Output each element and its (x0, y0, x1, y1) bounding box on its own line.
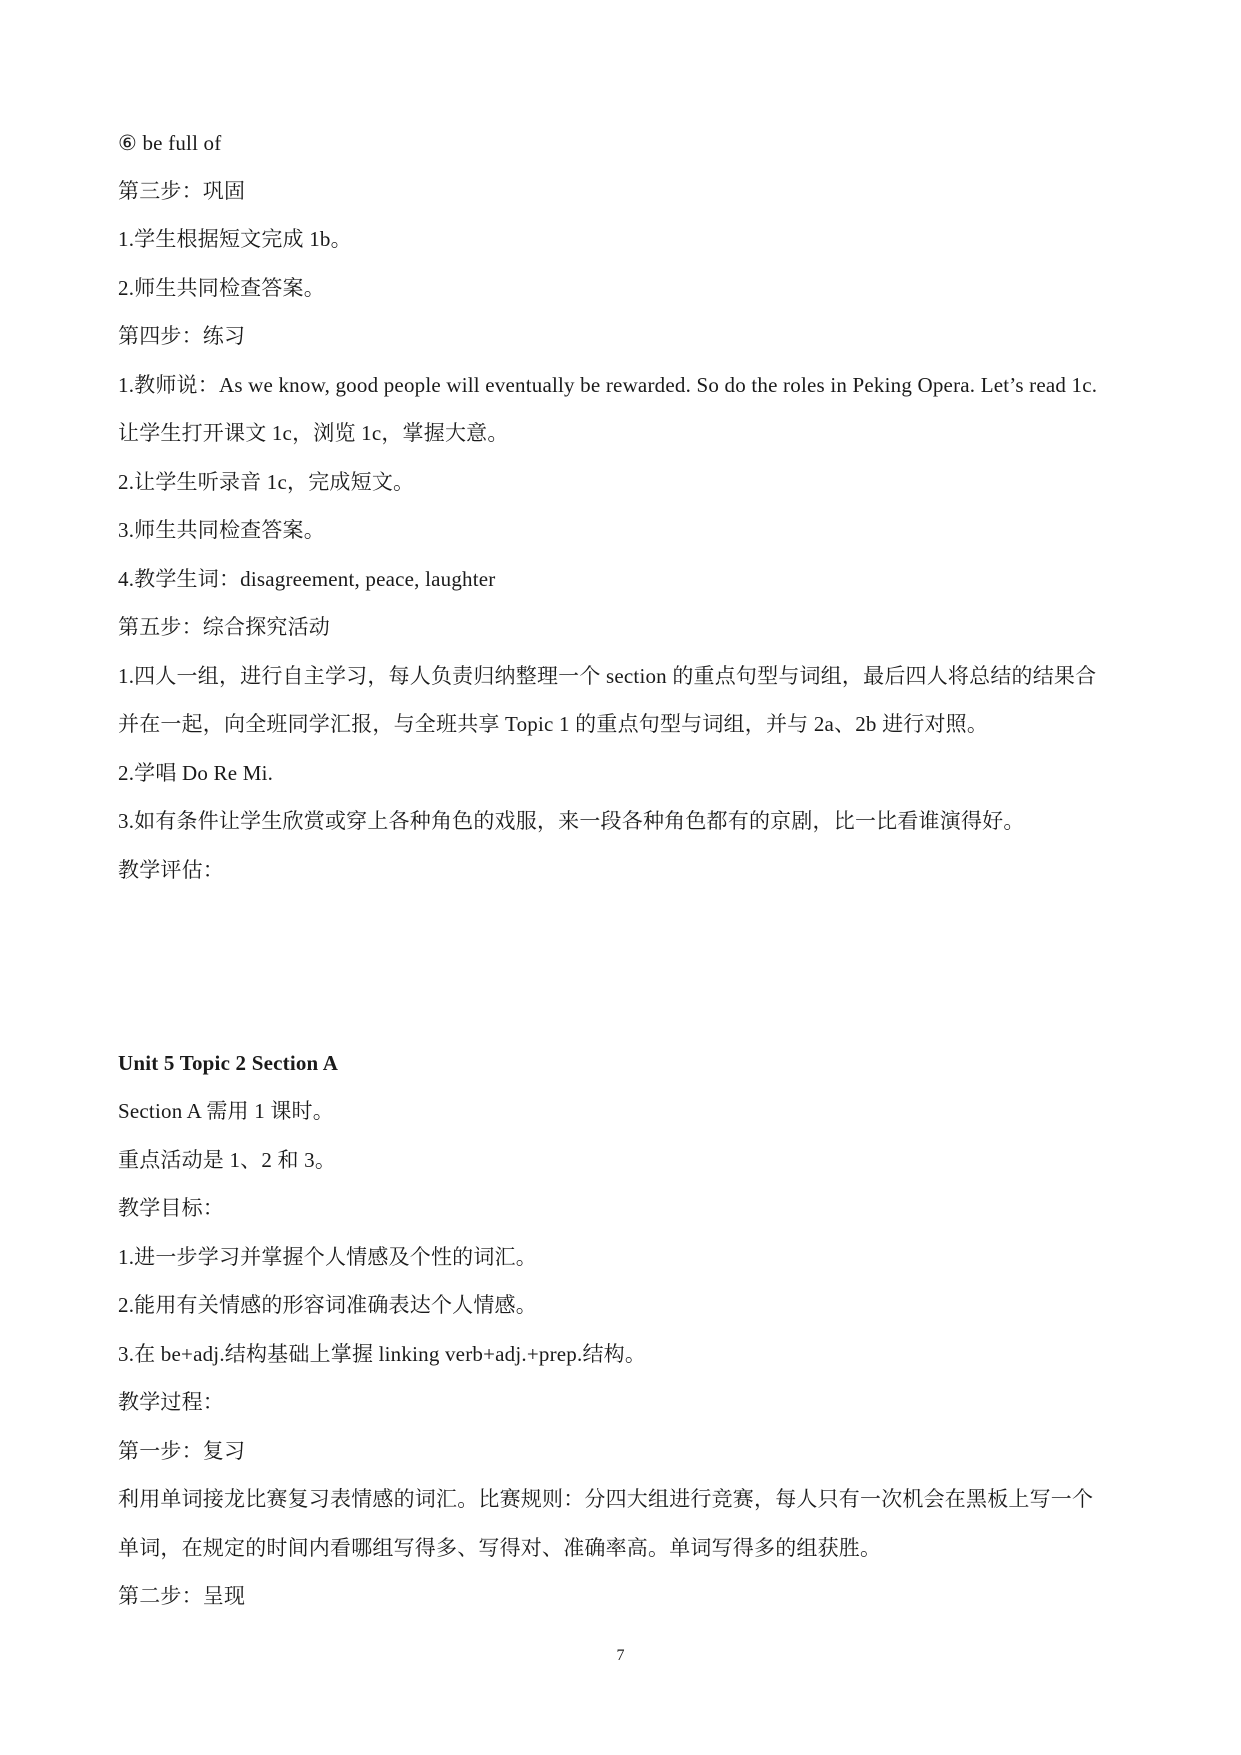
text-line-18: Section A 需用 1 课时。 (118, 1099, 334, 1123)
text-line-15: 3.如有条件让学生欣赏或穿上各种角色的戏服，来一段各种角色都有的京剧，比一比看谁演得好。 (118, 809, 1025, 833)
text-line-4: 2.师生共同检查答案。 (118, 276, 325, 300)
step-3-heading: 第三步：巩固 (118, 179, 246, 203)
text-line-12: 1.四人一组，进行自主学习，每人负责归纳整理一个 section 的重点句型与词组，最后四人将总结的结果合 (118, 664, 1097, 688)
page-number: 7 (616, 1647, 625, 1664)
text-line-1: ⑥ be full of (118, 131, 222, 155)
text-line-14: 2.学唱 Do Re Mi. (118, 761, 274, 785)
objectives-heading: 教学目标： (118, 1196, 224, 1220)
text-line-3: 1.学生根据短文完成 1b。 (118, 227, 352, 251)
text-line-26: 利用单词接龙比赛复习表情感的词汇。比赛规则：分四大组进行竞赛，每人只有一次机会在黑板上写一个 (118, 1487, 1094, 1511)
text-line-22: 2.能用有关情感的形容词准确表达个人情感。 (118, 1293, 537, 1317)
text-line-13: 并在一起，向全班同学汇报，与全班共享 Topic 1 的重点句型与词组，并与 2a、2b 进行对照。 (118, 712, 989, 736)
evaluation-heading: 教学评估： (118, 858, 224, 882)
step-4-heading: 第四步：练习 (118, 324, 246, 348)
text-line-7: 让学生打开课文 1c，浏览 1c，掌握大意。 (118, 421, 509, 445)
text-line-21: 1.进一步学习并掌握个人情感及个性的词汇。 (118, 1245, 537, 1269)
text-line-9: 3.师生共同检查答案。 (118, 518, 325, 542)
text-line-6: 1.教师说：As we know, good people will eventually be rewarded. So do the roles in Peking Opera. Let’s read 1c. (118, 373, 1098, 397)
text-line-27: 单词，在规定的时间内看哪组写得多、写得对、准确率高。单词写得多的组获胜。 (118, 1536, 882, 1560)
text-line-10: 4.教学生词：disagreement, peace, laughter (118, 567, 496, 591)
text-line-8: 2.让学生听录音 1c，完成短文。 (118, 470, 415, 494)
step-1-heading: 第一步：复习 (118, 1439, 246, 1463)
step-5-heading: 第五步：综合探究活动 (118, 615, 330, 639)
text-line-19: 重点活动是 1、2 和 3。 (118, 1148, 337, 1172)
process-heading: 教学过程： (118, 1390, 224, 1414)
step-2-heading: 第二步：呈现 (118, 1584, 246, 1608)
text-line-23: 3.在 be+adj.结构基础上掌握 linking verb+adj.+prep.结构。 (118, 1342, 647, 1366)
section-title: Unit 5 Topic 2 Section A (118, 1051, 339, 1075)
